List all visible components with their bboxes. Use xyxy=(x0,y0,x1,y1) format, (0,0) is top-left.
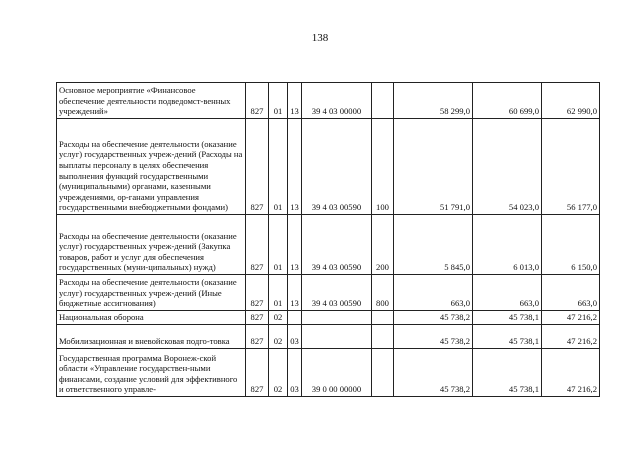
amount-year-3: 47 216,2 xyxy=(542,349,600,397)
amount-year-3: 663,0 xyxy=(542,275,600,311)
amount-year-3: 6 150,0 xyxy=(542,215,600,275)
table-row xyxy=(57,325,600,349)
expense-type-code: 800 xyxy=(372,275,394,311)
program-code xyxy=(302,325,372,349)
amount-year-2: 663,0 xyxy=(473,275,542,311)
expense-type-code xyxy=(372,325,394,349)
table-row xyxy=(57,83,600,119)
ministry-code: 827 xyxy=(246,325,269,349)
ministry-code: 827 xyxy=(246,83,269,119)
section-code: 02 xyxy=(269,349,288,397)
amount-year-1: 58 299,0 xyxy=(394,83,473,119)
subsection-code: 13 xyxy=(288,215,302,275)
expense-type-code xyxy=(372,349,394,397)
section-code: 01 xyxy=(269,83,288,119)
row-name: Расходы на обеспечение деятельности (оказание услуг) государственных учреж-дений (Закупка товаров, работ и услуг для обеспечения государственных (муни-ципальных) нужд) xyxy=(57,215,246,275)
expense-type-code xyxy=(372,311,394,325)
table-row xyxy=(57,275,600,311)
amount-year-3: 47 216,2 xyxy=(542,325,600,349)
ministry-code: 827 xyxy=(246,275,269,311)
row-name: Государственная программа Воронеж-ской области «Управление государствен-ными финансами, создание условий для эффективного и ответственного управле- xyxy=(57,349,246,397)
section-code: 01 xyxy=(269,215,288,275)
row-name: Расходы на обеспечение деятельности (оказание услуг) государственных учреж-дений (Иные бюджетные ассигнования) xyxy=(57,275,246,311)
amount-year-1: 663,0 xyxy=(394,275,473,311)
page-number: 138 xyxy=(311,32,329,44)
budget-table-body xyxy=(57,83,600,397)
expense-type-code: 100 xyxy=(372,119,394,215)
program-code: 39 4 03 00590 xyxy=(302,215,372,275)
amount-year-1: 45 738,2 xyxy=(394,349,473,397)
amount-year-1: 51 791,0 xyxy=(394,119,473,215)
row-name: Национальная оборона xyxy=(57,311,246,325)
ministry-code: 827 xyxy=(246,349,269,397)
subsection-code: 03 xyxy=(288,325,302,349)
ministry-code: 827 xyxy=(246,215,269,275)
amount-year-2: 54 023,0 xyxy=(473,119,542,215)
program-code: 39 4 03 00590 xyxy=(302,119,372,215)
amount-year-2: 45 738,1 xyxy=(473,349,542,397)
amount-year-2: 6 013,0 xyxy=(473,215,542,275)
amount-year-2: 45 738,1 xyxy=(473,311,542,325)
amount-year-2: 45 738,1 xyxy=(473,325,542,349)
subsection-code xyxy=(288,311,302,325)
section-code: 02 xyxy=(269,311,288,325)
program-code xyxy=(302,311,372,325)
amount-year-3: 56 177,0 xyxy=(542,119,600,215)
program-code: 39 4 03 00590 xyxy=(302,275,372,311)
amount-year-1: 45 738,2 xyxy=(394,311,473,325)
table-row xyxy=(57,215,600,275)
subsection-code: 13 xyxy=(288,275,302,311)
amount-year-1: 5 845,0 xyxy=(394,215,473,275)
table-row xyxy=(57,311,600,325)
row-name: Основное мероприятие «Финансовое обеспечение деятельности подведомст-венных учреждений» xyxy=(57,83,246,119)
expense-type-code: 200 xyxy=(372,215,394,275)
amount-year-1: 45 738,2 xyxy=(394,325,473,349)
subsection-code: 13 xyxy=(288,83,302,119)
program-code: 39 4 03 00000 xyxy=(302,83,372,119)
section-code: 01 xyxy=(269,275,288,311)
amount-year-2: 60 699,0 xyxy=(473,83,542,119)
table-row xyxy=(57,119,600,215)
budget-table xyxy=(56,82,600,397)
ministry-code: 827 xyxy=(246,119,269,215)
program-code: 39 0 00 00000 xyxy=(302,349,372,397)
table-row xyxy=(57,349,600,397)
section-code: 02 xyxy=(269,325,288,349)
expense-type-code xyxy=(372,83,394,119)
ministry-code: 827 xyxy=(246,311,269,325)
amount-year-3: 47 216,2 xyxy=(542,311,600,325)
row-name: Мобилизационная и вневойсковая подго-товка xyxy=(57,325,246,349)
row-name: Расходы на обеспечение деятельности (оказание услуг) государственных учреж-дений (Расходы на выплаты персоналу в целях обеспечения выполнения функций государственными (муниципальными) органами, казенными учреждениями, ор-ганами управления государственными внебюджетными фондами) xyxy=(57,119,246,215)
section-code: 01 xyxy=(269,119,288,215)
subsection-code: 13 xyxy=(288,119,302,215)
subsection-code: 03 xyxy=(288,349,302,397)
amount-year-3: 62 990,0 xyxy=(542,83,600,119)
